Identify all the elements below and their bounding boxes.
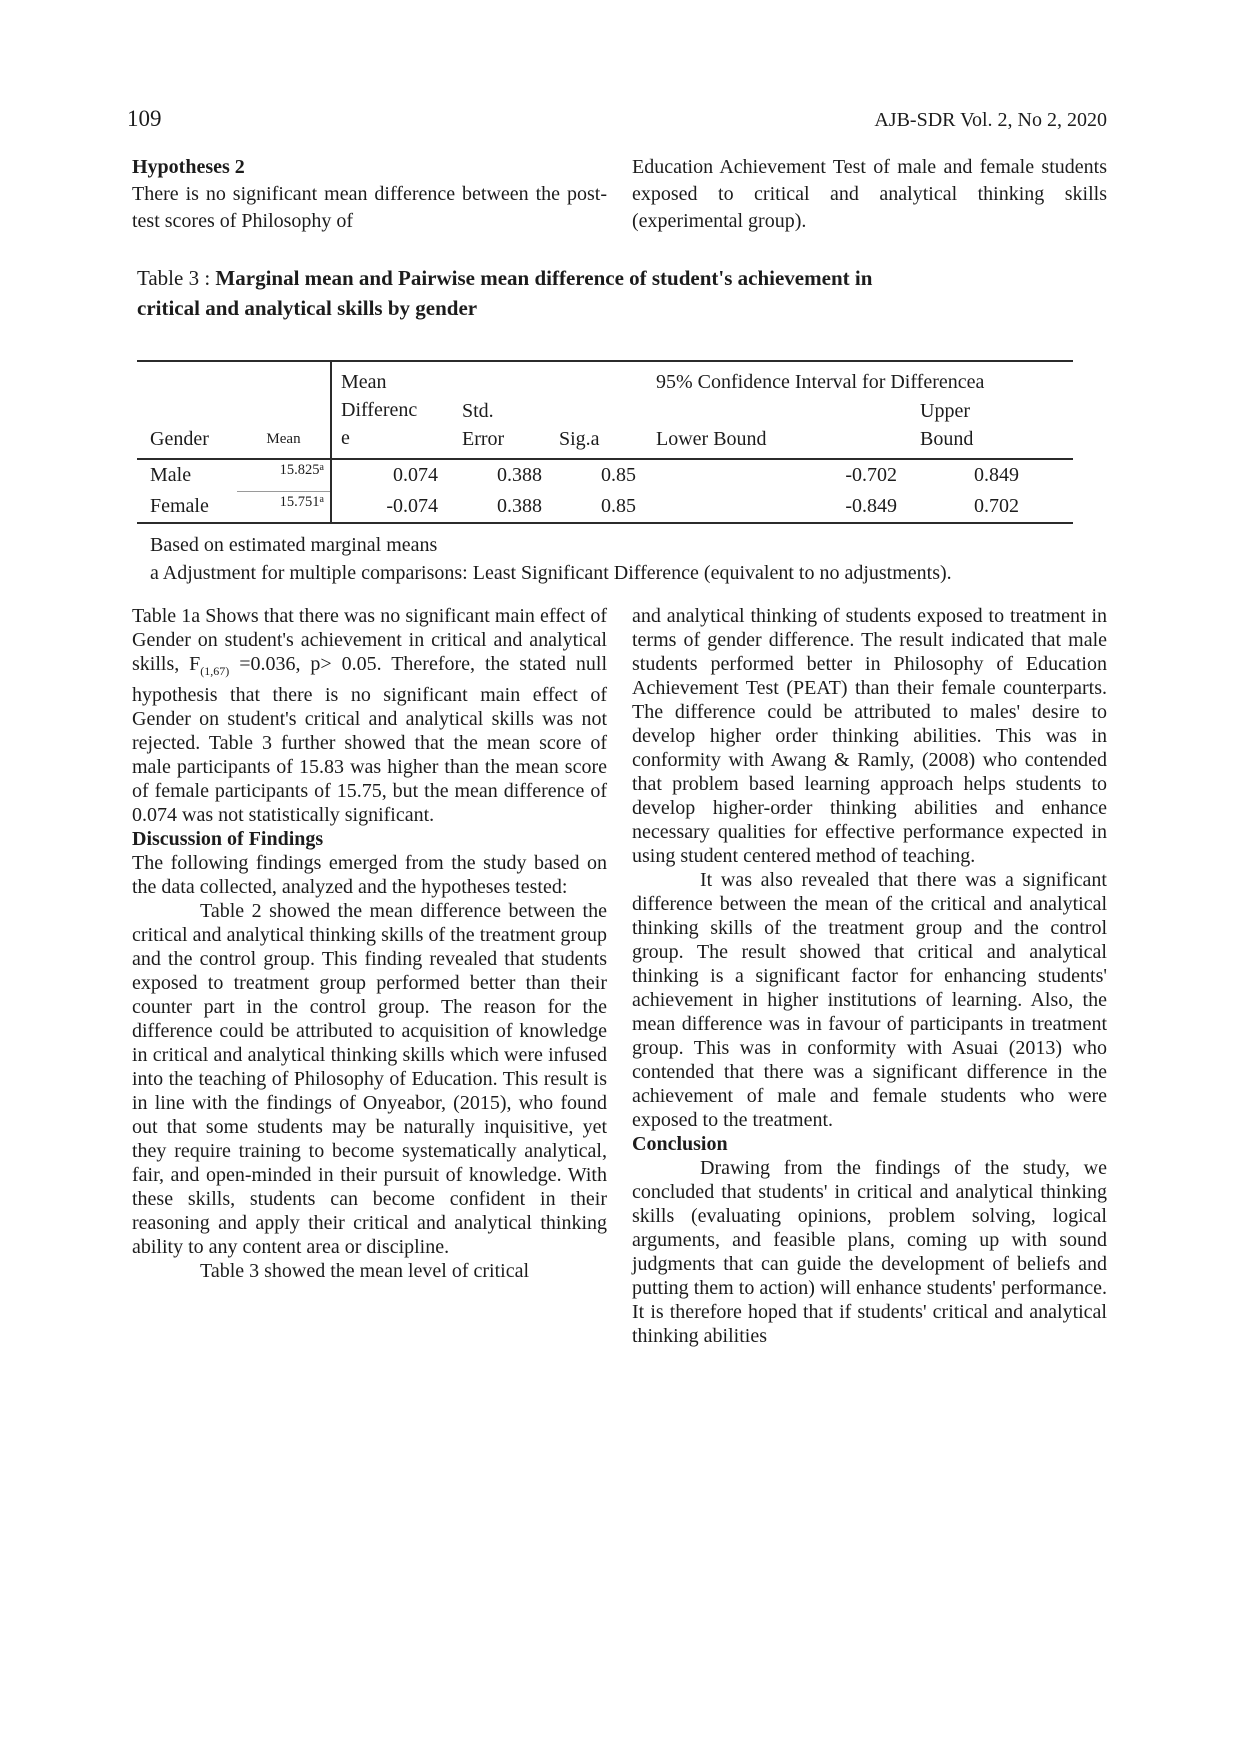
- page-header: [127, 106, 1107, 132]
- col-header-std-error: [445, 362, 548, 458]
- cell-upper-bound: 0.702: [974, 495, 1019, 517]
- confidence-interval-bounds: [642, 396, 1073, 458]
- col-header-lower-bound: [642, 396, 902, 458]
- page-content: [132, 154, 1108, 1348]
- paragraph-table3-lead: Table 3 showed the mean level of critical: [200, 1260, 530, 1282]
- col-header-gender: [137, 362, 237, 458]
- col-header-upper-bound-line: Bound: [920, 428, 974, 450]
- f-statistic-subscript: (1,67): [200, 664, 230, 678]
- cell-lower-bound: -0.849: [845, 495, 897, 517]
- page-number: 109: [127, 106, 162, 131]
- intro-left-column: [132, 154, 607, 235]
- paragraph-text: =0.036, p> 0.05. Therefore, the stated null hypothesis that there is no significant main effect of Gender on student's critical and analytical skills was not rejected. Table 3 further showed that the mean score of male participants of 15.83 was higher than the mean score of female participants of 15.75, but the mean difference of 0.074 was not statistically significant.: [132, 653, 607, 826]
- paragraph-text: Table 1a Shows that there was no significant main effect of Gender on student's achievement in critical and analytical skills, F: [132, 605, 607, 675]
- table-row-male: [137, 460, 1073, 491]
- intro-section: [132, 154, 1108, 235]
- table-header-row: [137, 362, 1073, 460]
- col-header-mean: [237, 362, 330, 458]
- col-header-lower-bound-label: Lower Bound: [656, 428, 767, 450]
- col-header-mean-difference: [330, 362, 445, 458]
- cell-gender: Male: [150, 464, 192, 486]
- table-vertical-rule: [330, 362, 332, 522]
- table-note-adjustment: a Adjustment for multiple comparisons: Least Significant Difference (equivalent to no adjustments).: [150, 562, 952, 584]
- intro-right-column: [632, 154, 1107, 235]
- table-caption: [137, 263, 1108, 323]
- col-header-mean-difference-line: Differenc: [341, 399, 418, 421]
- col-header-upper-bound-line: Upper: [920, 400, 970, 422]
- cell-mean-difference: 0.074: [393, 464, 438, 486]
- discussion-heading: Discussion of Findings: [132, 828, 324, 850]
- table3: [137, 360, 1073, 524]
- col-header-std-error-line: Error: [462, 428, 505, 450]
- journal-reference: AJB-SDR Vol. 2, No 2, 2020: [874, 109, 1107, 131]
- cell-sig: 0.85: [601, 495, 636, 517]
- paragraph-gender-difference: and analytical thinking of students exposed to treatment in terms of gender difference. The result indicated that male students performed better in Philosophy of Education Achievement Test (PEAT) than their female counterparts. The difference could be attributed to males' desire to develop higher order thinking abilities. This was in conformity with Awang & Ramly, (2008) who contended that problem based learning approach helps students to develop higher-order thinking abilities and enhance necessary qualities for effective performance expected in using student centered method of teaching.: [632, 605, 1107, 867]
- cell-mean: [237, 491, 330, 522]
- col-header-std-error-line: Std.: [462, 400, 494, 422]
- intro-left-paragraph: There is no significant mean difference between the post-test scores of Philosophy of: [132, 183, 607, 232]
- cell-upper-bound: 0.849: [974, 464, 1019, 486]
- col-header-confidence-interval: [642, 362, 1073, 458]
- intro-right-paragraph: Education Achievement Test of male and female students exposed to critical and analytical thinking skills (experimental group).: [632, 156, 1107, 232]
- table-caption-bold-line2: critical and analytical skills by gender: [137, 296, 478, 320]
- col-header-sig: [548, 362, 642, 458]
- paragraph-significant-difference: It was also revealed that there was a significant difference between the mean of the critical and analytical thinking skills of the treatment group and the control group. The result showed that critical and analytical thinking is a significant factor for enhancing students' achievement in higher institutions of learning. Also, the mean difference was in favour of participants in treatment group. This was in conformity with Asuai (2013) who contended that there was a significant difference in the achievement of male and female students who were exposed to the treatment.: [632, 869, 1107, 1131]
- conclusion-heading: Conclusion: [632, 1133, 728, 1155]
- confidence-interval-title: 95% Confidence Interval for Differencea: [656, 371, 985, 393]
- table-caption-bold-line1: Marginal mean and Pairwise mean difference of student's achievement in: [215, 266, 873, 290]
- cell-sig: 0.85: [601, 464, 636, 486]
- cell-std-error: 0.388: [497, 464, 542, 486]
- body-section: [132, 604, 1108, 1348]
- cell-mean: [237, 460, 330, 491]
- cell-mean-superscript: a: [319, 462, 324, 473]
- col-header-mean-label: Mean: [266, 431, 301, 447]
- table-notes: [150, 531, 1108, 587]
- paragraph-table2-discussion: Table 2 showed the mean difference between the critical and analytical thinking skills of the treatment group and the control group. This finding revealed that students exposed to treatment group performed better than their counter part in the control group. The reason for the difference could be attributed to acquisition of knowledge in critical and analytical thinking skills which were infused into the teaching of Philosophy of Education. This result is in line with the findings of Onyeabor, (2015), who found out that some students may be naturally inquisitive, yet they require training to become systematically analytical, fair, and open-minded in their pursuit of knowledge. With these skills, students can become confident in their reasoning and apply their critical and analytical thinking ability to any content area or discipline.: [132, 900, 607, 1258]
- cell-mean-difference: -0.074: [386, 495, 438, 517]
- cell-std-error: 0.388: [497, 495, 542, 517]
- col-header-upper-bound: [902, 396, 1073, 458]
- table-note-marginal-means: Based on estimated marginal means: [150, 534, 438, 556]
- col-header-mean-difference-line: e: [341, 427, 350, 449]
- col-header-gender-label: Gender: [150, 428, 209, 450]
- hypotheses-heading: Hypotheses 2: [132, 156, 245, 178]
- cell-gender: Female: [150, 495, 209, 517]
- paragraph-table1a-result: [132, 604, 607, 827]
- table-row-female: [137, 491, 1073, 522]
- col-header-mean-difference-line: Mean: [341, 371, 387, 393]
- cell-mean-value: 15.825: [279, 462, 320, 478]
- cell-mean-value: 15.751: [279, 494, 320, 510]
- cell-lower-bound: -0.702: [845, 464, 897, 486]
- body-right-column: [632, 604, 1107, 1348]
- paragraph-findings-intro: The following findings emerged from the study based on the data collected, analyzed and the hypotheses tested:: [132, 852, 607, 898]
- cell-mean-superscript: a: [319, 494, 324, 505]
- body-left-column: [132, 604, 607, 1348]
- col-header-sig-label: Sig.a: [559, 428, 600, 450]
- paragraph-conclusion: Drawing from the findings of the study, we concluded that students' in critical and analytical thinking skills (evaluating opinions, problem solving, logical arguments, and feasible plans, coming up with sound judgments that can guide the development of beliefs and putting them to action) will enhance students' performance. It is therefore hoped that if students' critical and analytical thinking abilities: [632, 1157, 1107, 1347]
- table-caption-label: Table 3 :: [137, 266, 216, 290]
